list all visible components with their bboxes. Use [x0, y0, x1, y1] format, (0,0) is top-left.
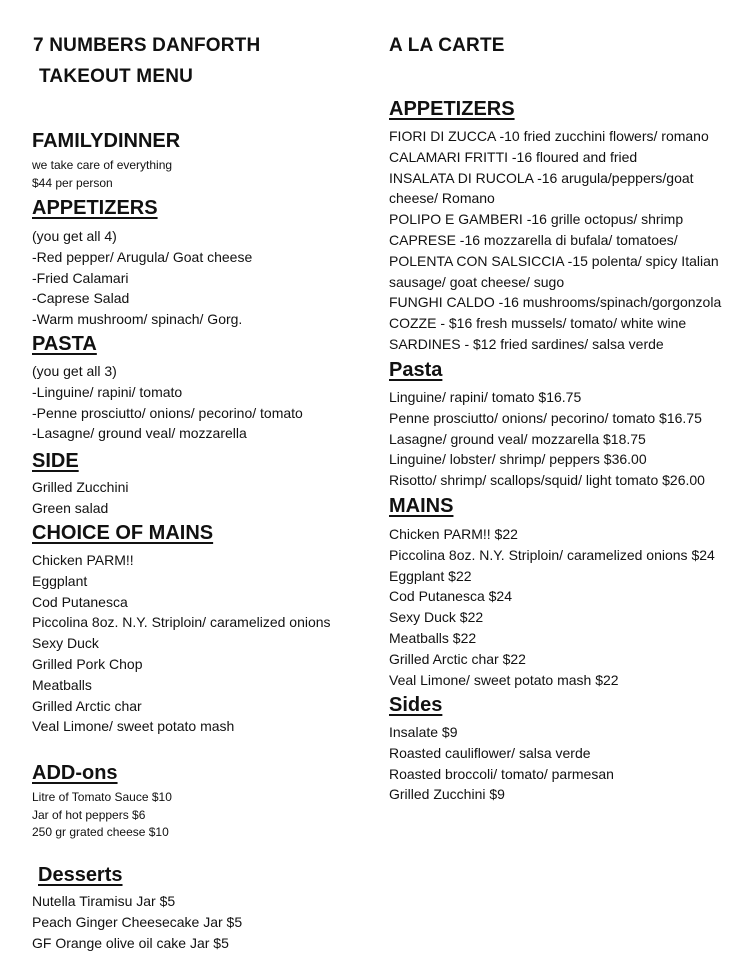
- family-mains-list: [32, 550, 331, 737]
- list-item: Lasagne/ ground veal/ mozzarella $18.75: [389, 430, 646, 447]
- family-mains-heading: CHOICE OF MAINS: [32, 522, 214, 544]
- list-item: Piccolina 8oz. N.Y. Striploin/ caramelized onions: [32, 614, 331, 631]
- family-side-heading: SIDE: [32, 450, 79, 472]
- list-item: Roasted broccoli/ tomato/ parmesan: [389, 765, 614, 782]
- list-item: Cod Putanesca: [32, 593, 128, 610]
- menu-title: 7 NUMBERS DANFORTH: [33, 35, 261, 56]
- carte-mains-list: [389, 524, 715, 690]
- a-la-carte-title: A LA CARTE: [389, 35, 505, 56]
- list-item: Grilled Arctic char $22: [389, 650, 526, 667]
- desserts-list: [32, 891, 242, 953]
- list-item: Grilled Pork Chop: [32, 655, 143, 672]
- list-item: FUNGHI CALDO -16 mushrooms/spinach/gorgonzola: [389, 294, 722, 311]
- carte-pasta-list: [389, 387, 705, 491]
- carte-appetizers-heading: APPETIZERS: [389, 98, 515, 120]
- family-appetizers-list: [32, 226, 252, 330]
- list-item: Penne prosciutto/ onions/ pecorino/ tomato $16.75: [389, 409, 702, 426]
- list-item: Meatballs $22: [389, 629, 477, 646]
- family-pasta-heading: PASTA: [32, 333, 97, 355]
- list-item: CAPRESE -16 mozzarella di bufala/ tomatoes/: [389, 231, 678, 248]
- carte-sides-list: [389, 722, 614, 805]
- addons-list: [32, 789, 172, 842]
- family-dinner-notes: [32, 157, 172, 192]
- list-item: Peach Ginger Cheesecake Jar $5: [32, 913, 243, 930]
- list-item: Roasted cauliflower/ salsa verde: [389, 744, 591, 761]
- carte-appetizers-list: [389, 126, 721, 355]
- list-item: Eggplant $22: [389, 567, 472, 584]
- list-item: Sexy Duck: [32, 635, 99, 652]
- list-item: INSALATA DI RUCOLA -16 arugula/peppers/goat: [389, 169, 694, 186]
- list-item: -Penne prosciutto/ onions/ pecorino/ tomato: [32, 404, 303, 421]
- list-item: -Linguine/ rapini/ tomato: [32, 383, 183, 400]
- family-side-list: [32, 477, 128, 519]
- list-item: POLIPO E GAMBERI -16 grille octopus/ shrimp: [389, 211, 684, 228]
- menu-subtitle: TAKEOUT MENU: [39, 66, 194, 87]
- list-item: Nutella Tiramisu Jar $5: [32, 893, 176, 909]
- addons-heading: ADD-ons: [32, 762, 118, 784]
- list-item: -Caprese Salad: [32, 290, 130, 307]
- carte-mains-heading: MAINS: [389, 495, 454, 517]
- list-item: 250 gr grated cheese $10: [32, 825, 169, 839]
- list-item: Sexy Duck $22: [389, 609, 484, 626]
- list-item: Green salad: [32, 499, 109, 516]
- list-item: Veal Limone/ sweet potato mash $22: [389, 671, 619, 688]
- list-item: -Fried Calamari: [32, 269, 129, 286]
- list-item: COZZE - $16 fresh mussels/ tomato/ white wine: [389, 315, 687, 332]
- family-appetizers-heading: APPETIZERS: [32, 197, 158, 219]
- list-item: Litre of Tomato Sauce $10: [32, 790, 172, 804]
- list-item: Grilled Zucchini: [32, 479, 129, 495]
- list-item: GF Orange olive oil cake Jar $5: [32, 934, 229, 951]
- list-item: Grilled Arctic char: [32, 697, 142, 714]
- list-item: (you get all 4): [32, 228, 117, 244]
- list-item: cheese/ Romano: [389, 190, 495, 207]
- desserts-heading: Desserts: [38, 864, 123, 886]
- family-note: $44 per person: [32, 175, 113, 190]
- carte-pasta-heading: Pasta: [389, 359, 443, 381]
- list-item: POLENTA CON SALSICCIA -15 polenta/ spicy Italian: [389, 252, 719, 269]
- list-item: Risotto/ shrimp/ scallops/squid/ light tomato $26.00: [389, 472, 705, 489]
- list-item: -Warm mushroom/ spinach/ Gorg.: [32, 311, 243, 328]
- list-item: Grilled Zucchini $9: [389, 786, 505, 803]
- list-item: -Red pepper/ Arugula/ Goat cheese: [32, 248, 253, 265]
- family-dinner-heading: FAMILYDINNER: [32, 130, 181, 152]
- list-item: Eggplant: [32, 572, 88, 589]
- list-item: Chicken PARM!! $22: [389, 526, 518, 542]
- list-item: Meatballs: [32, 676, 92, 693]
- list-item: CALAMARI FRITTI -16 floured and fried: [389, 148, 638, 165]
- list-item: sausage/ goat cheese/ sugo: [389, 273, 565, 290]
- list-item: SARDINES - $12 fried sardines/ salsa verde: [389, 335, 664, 352]
- list-item: -Lasagne/ ground veal/ mozzarella: [32, 425, 247, 442]
- list-item: Piccolina 8oz. N.Y. Striploin/ caramelized onions $24: [389, 546, 715, 563]
- list-item: Insalate $9: [389, 724, 458, 740]
- carte-sides-heading: Sides: [389, 694, 443, 716]
- family-pasta-list: [32, 361, 303, 444]
- list-item: Linguine/ rapini/ tomato $16.75: [389, 389, 582, 405]
- list-item: Veal Limone/ sweet potato mash: [32, 718, 235, 735]
- list-item: Linguine/ lobster/ shrimp/ peppers $36.00: [389, 451, 647, 468]
- list-item: Chicken PARM!!: [32, 552, 134, 568]
- list-item: Cod Putanesca $24: [389, 588, 512, 605]
- list-item: Jar of hot peppers $6: [32, 807, 146, 822]
- list-item: FIORI DI ZUCCA -10 fried zucchini flowers/ romano: [389, 128, 709, 144]
- list-item: (you get all 3): [32, 363, 117, 379]
- family-note: we take care of everything: [32, 158, 173, 172]
